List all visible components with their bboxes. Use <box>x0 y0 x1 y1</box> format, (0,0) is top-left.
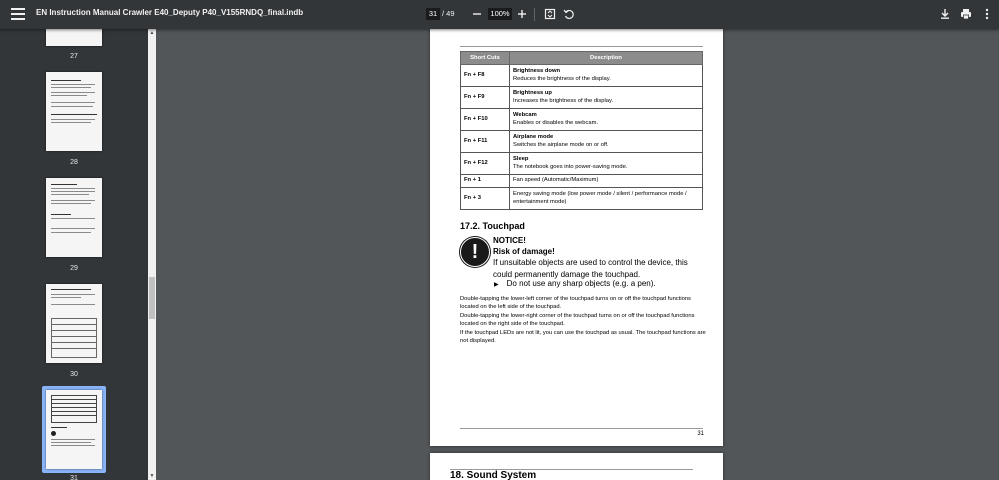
footer-rule <box>460 428 703 429</box>
triangle-bullet-icon: ▶ <box>494 282 499 288</box>
section-heading: 18. Sound System <box>450 470 537 480</box>
download-icon[interactable] <box>938 7 952 21</box>
table-row: Fn + 3 Energy saving mode (low power mode / silent / performance mode / entertainment mode) <box>461 188 703 210</box>
fit-page-icon[interactable] <box>543 7 557 21</box>
more-icon[interactable] <box>980 7 994 21</box>
notice-block: NOTICE! Risk of damage! If unsuitable objects are used to control the device, this could permanently damage the touchpad. <box>493 236 688 279</box>
shortcuts-table <box>460 51 703 210</box>
thumbnail-label: 30 <box>70 371 78 378</box>
page-number-input[interactable]: 31 <box>426 8 440 20</box>
touchpad-heading: 17.2. Touchpad <box>460 221 525 231</box>
scrollbar-thumb[interactable] <box>149 277 155 319</box>
table-row: Fn + F8 Brightness down Reduces the brightness of the display. <box>461 65 703 87</box>
rotate-icon[interactable] <box>562 7 576 21</box>
page-total: / 49 <box>442 9 455 18</box>
table-header: Description <box>510 52 703 65</box>
table-row: Fn + F12 Sleep The notebook goes into power-saving mode. <box>461 153 703 175</box>
table-row: Fn + F10 Webcam Enables or disables the webcam. <box>461 109 703 131</box>
table-row: Fn + F11 Airplane mode Switches the airplane mode on or off. <box>461 131 703 153</box>
page-number: 31 <box>697 431 704 437</box>
table-row: Fn + 1 Fan speed (Automatic/Maximum) <box>461 175 703 188</box>
thumbnail-label: 28 <box>70 159 78 166</box>
pdf-toolbar <box>0 0 999 29</box>
toolbar-divider <box>534 8 535 21</box>
scroll-down-arrow-icon[interactable]: ▼ <box>149 473 155 479</box>
page-thumbnail-31[interactable] <box>46 390 102 469</box>
notice-bullet: ▶ Do not use any sharp objects (e.g. a pen). <box>494 279 656 288</box>
document-title: EN Instruction Manual Crawler E40_Deputy P40_V155RNDQ_final.indb <box>36 8 304 17</box>
page-thumbnail-27[interactable] <box>46 29 102 46</box>
thumbnail-label: 29 <box>70 265 78 272</box>
page-thumbnail-29[interactable] <box>46 178 102 257</box>
touchpad-description: Double-tapping the lower-left corner of the touchpad turns on or off the touchpad functions located on the left side of the touchpad. Double-tapping the lower-right corner of the touchpad turns on or off the touchpad functions located on the right side of the touchpad. If the touchpad LEDs are not lit, you can use the touchpad as usual. The touchpad functions are not displayed. <box>460 296 706 344</box>
menu-icon[interactable] <box>11 8 25 20</box>
thumbnail-label: 27 <box>70 53 78 60</box>
header-rule <box>460 46 703 47</box>
pdf-page-31 <box>430 29 723 446</box>
table-row: Fn + F9 Brightness up Increases the brightness of the display. <box>461 87 703 109</box>
page-thumbnail-28[interactable] <box>46 72 102 151</box>
exclamation-icon: ! <box>460 237 490 267</box>
zoom-out-icon[interactable] <box>470 7 484 21</box>
zoom-in-icon[interactable] <box>515 7 529 21</box>
thumbnail-sidebar <box>0 29 148 480</box>
pdf-page-32 <box>430 453 723 480</box>
zoom-input[interactable]: 100% <box>488 8 512 20</box>
scroll-up-arrow-icon[interactable]: ▲ <box>149 30 155 36</box>
page-thumbnail-30[interactable] <box>46 284 102 363</box>
print-icon[interactable] <box>959 7 973 21</box>
thumbnail-label: 31 <box>70 475 78 480</box>
sidebar-scrollbar[interactable] <box>148 29 156 480</box>
table-header: Short Cuts <box>461 52 510 65</box>
